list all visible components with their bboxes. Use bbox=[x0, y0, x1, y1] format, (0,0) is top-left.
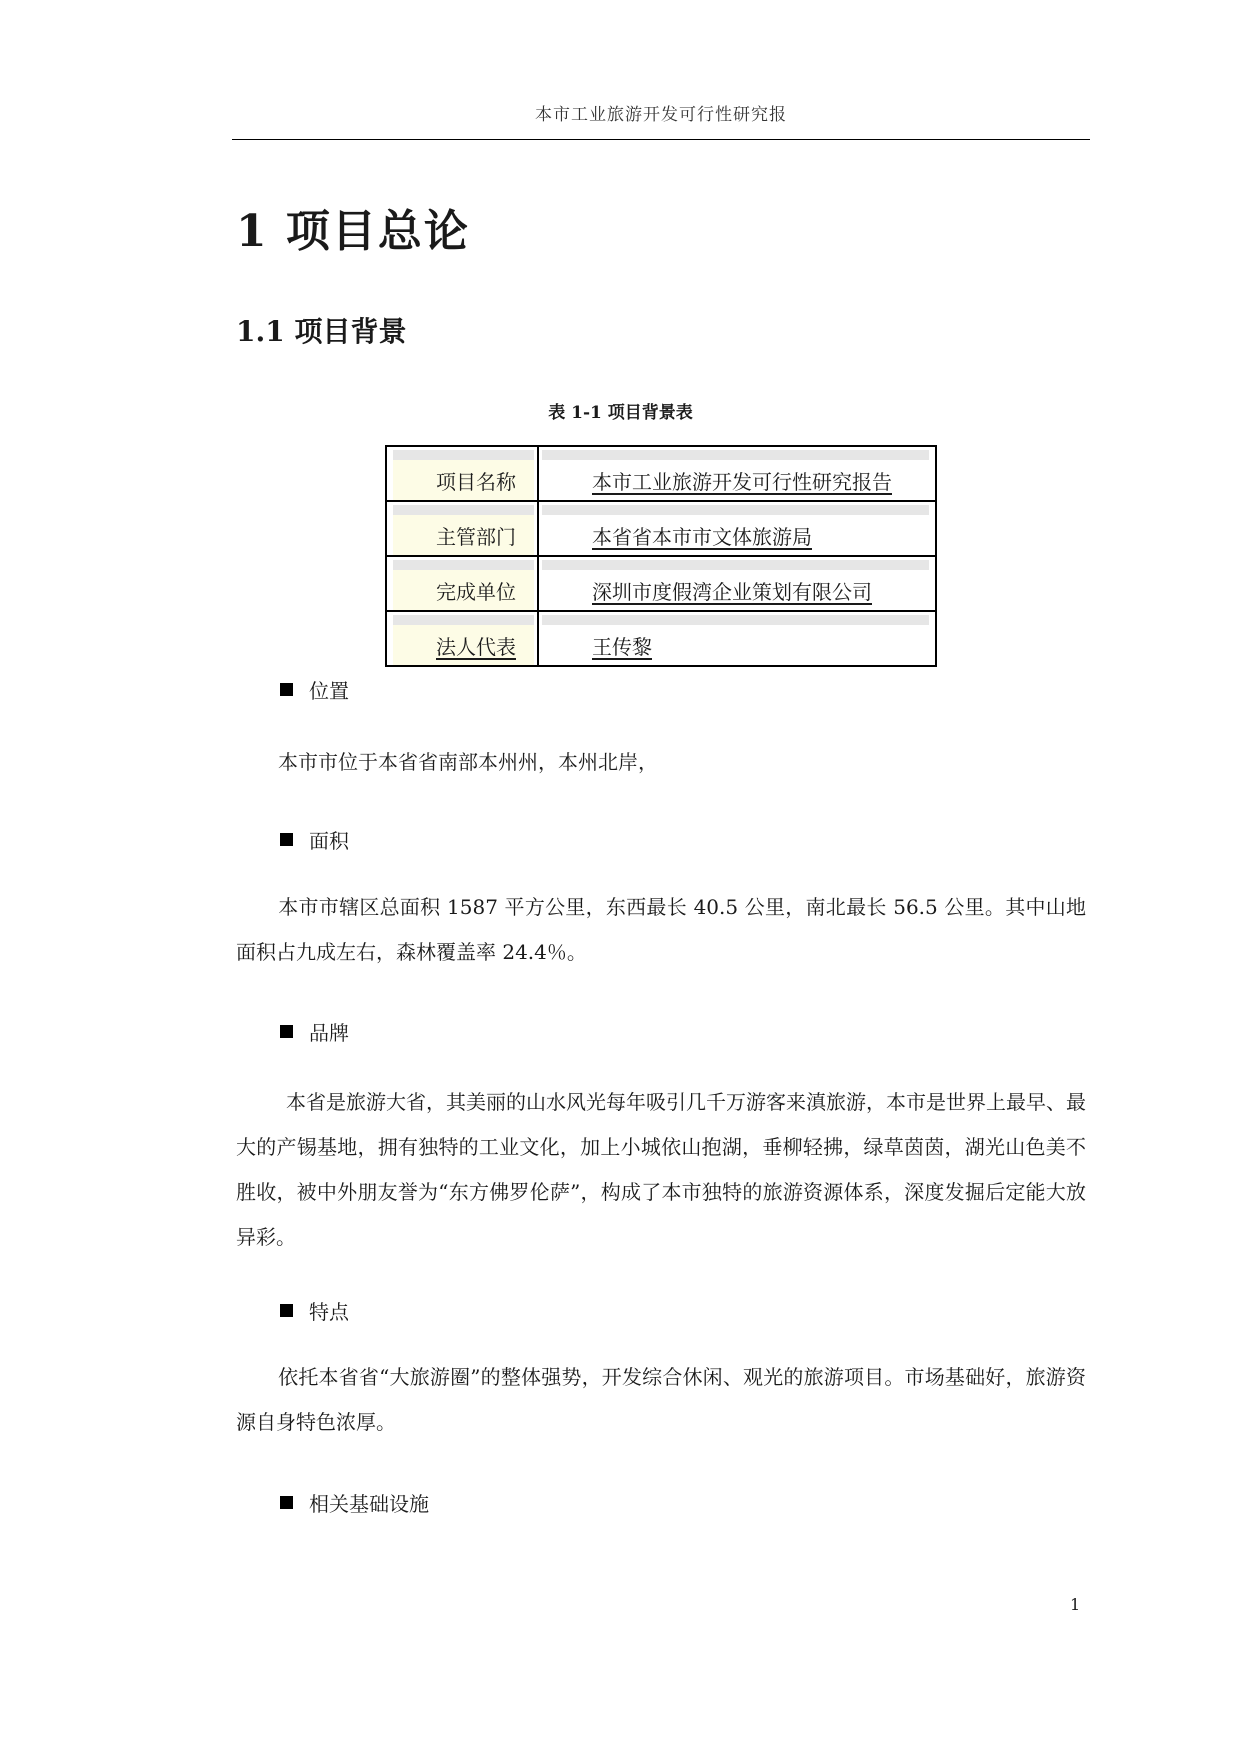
paragraph-text: 本省是旅游大省，其美丽的山水风光每年吸引几千万游客来滇旅游，本市是世界上最早、最大的产锡基地，拥有独特的工业文化，加上小城依山抱湖，垂柳轻拂，绿草茵茵，湖光山色美不胜收，被中外朋友誉为“东方佛罗伦萨”，构成了本市独特的旅游资源体系，深度发掘后定能大放异彩。 bbox=[236, 1090, 1086, 1249]
row-value: 王传黎 bbox=[592, 634, 652, 659]
bullet-heading-text: 品牌 bbox=[309, 1021, 349, 1045]
table-label-cell bbox=[386, 446, 538, 501]
project-background-table bbox=[385, 445, 937, 667]
paragraph-brand bbox=[236, 1080, 1086, 1260]
table-value-cell bbox=[538, 611, 936, 666]
bullet-heading-text: 位置 bbox=[309, 679, 349, 703]
row-label: 完成单位 bbox=[436, 579, 516, 604]
page-number: 1 bbox=[1070, 1595, 1081, 1614]
row-value: 本市工业旅游开发可行性研究报告 bbox=[592, 469, 892, 494]
chapter-title: 1 项目总论 bbox=[236, 206, 470, 257]
table-row bbox=[386, 501, 936, 556]
paragraph-text: 本市市位于本省省南部本州州，本州北岸， bbox=[278, 750, 658, 774]
bullet-heading-location bbox=[280, 675, 349, 704]
square-bullet-icon bbox=[280, 833, 293, 846]
table-label-cell bbox=[386, 501, 538, 556]
paragraph-text: 依托本省省“大旅游圈”的整体强势，开发综合休闲、观光的旅游项目。市场基础好，旅游资源自身特色浓厚。 bbox=[236, 1365, 1086, 1434]
table-value-cell bbox=[538, 446, 936, 501]
running-header: 本市工业旅游开发可行性研究报 bbox=[535, 105, 787, 125]
table-value-cell bbox=[538, 501, 936, 556]
table-row bbox=[386, 556, 936, 611]
bullet-heading-text: 面积 bbox=[309, 829, 349, 853]
paragraph-location bbox=[236, 740, 1086, 785]
row-label: 项目名称 bbox=[436, 469, 516, 494]
square-bullet-icon bbox=[280, 1496, 293, 1509]
bullet-heading-infrastructure bbox=[280, 1488, 429, 1517]
paragraph-text: 本市市辖区总面积 1587 平方公里，东西最长 40.5 公里，南北最长 56.5 公里。其中山地面积占九成左右，森林覆盖率 24.4％。 bbox=[236, 895, 1086, 964]
square-bullet-icon bbox=[280, 1304, 293, 1317]
bullet-heading-text: 特点 bbox=[309, 1300, 349, 1324]
table-row bbox=[386, 611, 936, 666]
row-label: 法人代表 bbox=[436, 634, 516, 659]
paragraph-area bbox=[236, 885, 1086, 975]
table-label-cell bbox=[386, 611, 538, 666]
square-bullet-icon bbox=[280, 1025, 293, 1038]
table-label-cell bbox=[386, 556, 538, 611]
row-label: 主管部门 bbox=[436, 524, 516, 549]
row-value: 深圳市度假湾企业策划有限公司 bbox=[592, 579, 872, 604]
table-value-cell bbox=[538, 556, 936, 611]
row-value: 本省省本市市文体旅游局 bbox=[592, 524, 812, 549]
bullet-heading-features bbox=[280, 1296, 349, 1325]
bullet-heading-text: 相关基础设施 bbox=[309, 1492, 429, 1516]
table-caption: 表 1-1 项目背景表 bbox=[548, 403, 693, 423]
section-title: 1.1 项目背景 bbox=[236, 315, 407, 348]
table-row bbox=[386, 446, 936, 501]
square-bullet-icon bbox=[280, 683, 293, 696]
bullet-heading-area bbox=[280, 825, 349, 854]
paragraph-features bbox=[236, 1355, 1086, 1445]
header-rule bbox=[232, 139, 1090, 140]
bullet-heading-brand bbox=[280, 1017, 349, 1046]
